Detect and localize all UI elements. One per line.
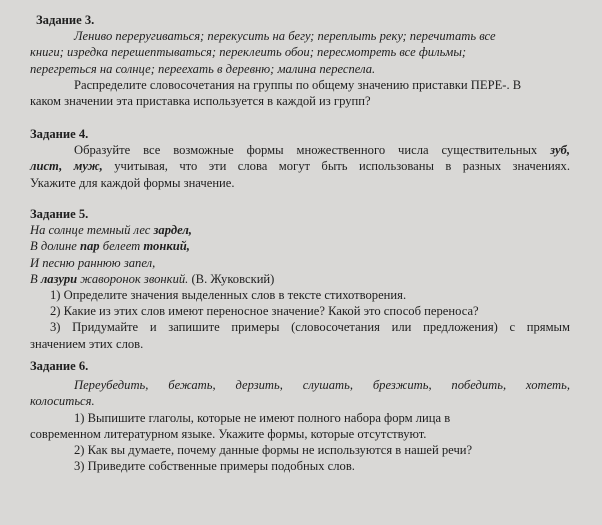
task-5 (30, 206, 570, 352)
task-6-title: Задание 6. (30, 359, 89, 373)
task-3 (30, 12, 570, 109)
task-6-verbs-line-2: колоситься. (30, 394, 95, 409)
task-3-title: Задание 3. (36, 13, 95, 27)
poem-author: (В. Жуковский) (188, 271, 275, 286)
task-3-phrases-line-3: перегреться на солнце; переехать в деревню; малина переспела. (30, 61, 376, 76)
task-4 (30, 126, 570, 191)
poem-line-1: На солнце темный лес зардел, (30, 223, 192, 238)
task-5-title: Задание 5. (30, 207, 89, 221)
task-5-question-1: 1) Определите значения выделенных слов в тексте стихотворения. (50, 288, 407, 303)
task-4-line-2: лист, муж, учитывая, что эти слова могут быть использованы в разных значениях. (30, 159, 570, 174)
task-6-question-3: 3) Приведите собственные примеры подобных слов. (74, 459, 355, 474)
poem-line-3: И песню раннюю запел, (30, 255, 156, 270)
poem-line-2: В долине пар белеет тонкий, (30, 239, 190, 254)
task-6-question-2: 2) Как вы думаете, почему данные формы не используются в нашей речи? (74, 443, 473, 458)
word-list: лист, (30, 159, 63, 174)
task-6-question-1-line-1: 1) Выпишите глаголы, которые не имеют полного набора форм лица в (74, 410, 451, 425)
task-5-question-3-line-2: значением этих слов. (30, 336, 144, 351)
task-4-title: Задание 4. (30, 127, 89, 141)
task-3-instruction-line-2: каком значении эта приставка используется в каждой из групп? (30, 94, 371, 109)
task-6 (30, 358, 570, 474)
task-3-instruction-line-1: Распределите словосочетания на группы по общему значению приставки ПЕРЕ-. В (74, 77, 522, 92)
word-zub: зуб, (550, 143, 570, 158)
task-3-phrases-line-2: книги; изредка перешептываться; переклеить обои; пересмотреть все фильмы; (30, 45, 467, 60)
task-4-line-1: Образуйте все возможные формы множественного числа существительных зуб, (74, 143, 570, 158)
task-4-line-3: Укажите для каждой формы значение. (30, 175, 235, 190)
word-muzh: муж, (73, 159, 103, 174)
task-5-question-2: 2) Какие из этих слов имеют переносное значение? Какой это способ переноса? (50, 304, 479, 319)
task-5-question-3-line-1: 3) Придумайте и запишите примеры (словосочетания или предложения) с прямым (50, 320, 570, 335)
task-6-verbs-line-1: Переубедить, бежать, дерзить, слушать, брезжить, победить, хотеть, (74, 378, 570, 393)
task-3-phrases-line-1: Лениво переругиваться; перекусить на бегу; переплыть реку; перечитать все (74, 29, 496, 44)
task-6-question-1-line-2: современном литературном языке. Укажите формы, которые отсутствуют. (30, 426, 427, 441)
poem-line-4: В лазури жаворонок звонкий. (В. Жуковский) (30, 271, 275, 286)
